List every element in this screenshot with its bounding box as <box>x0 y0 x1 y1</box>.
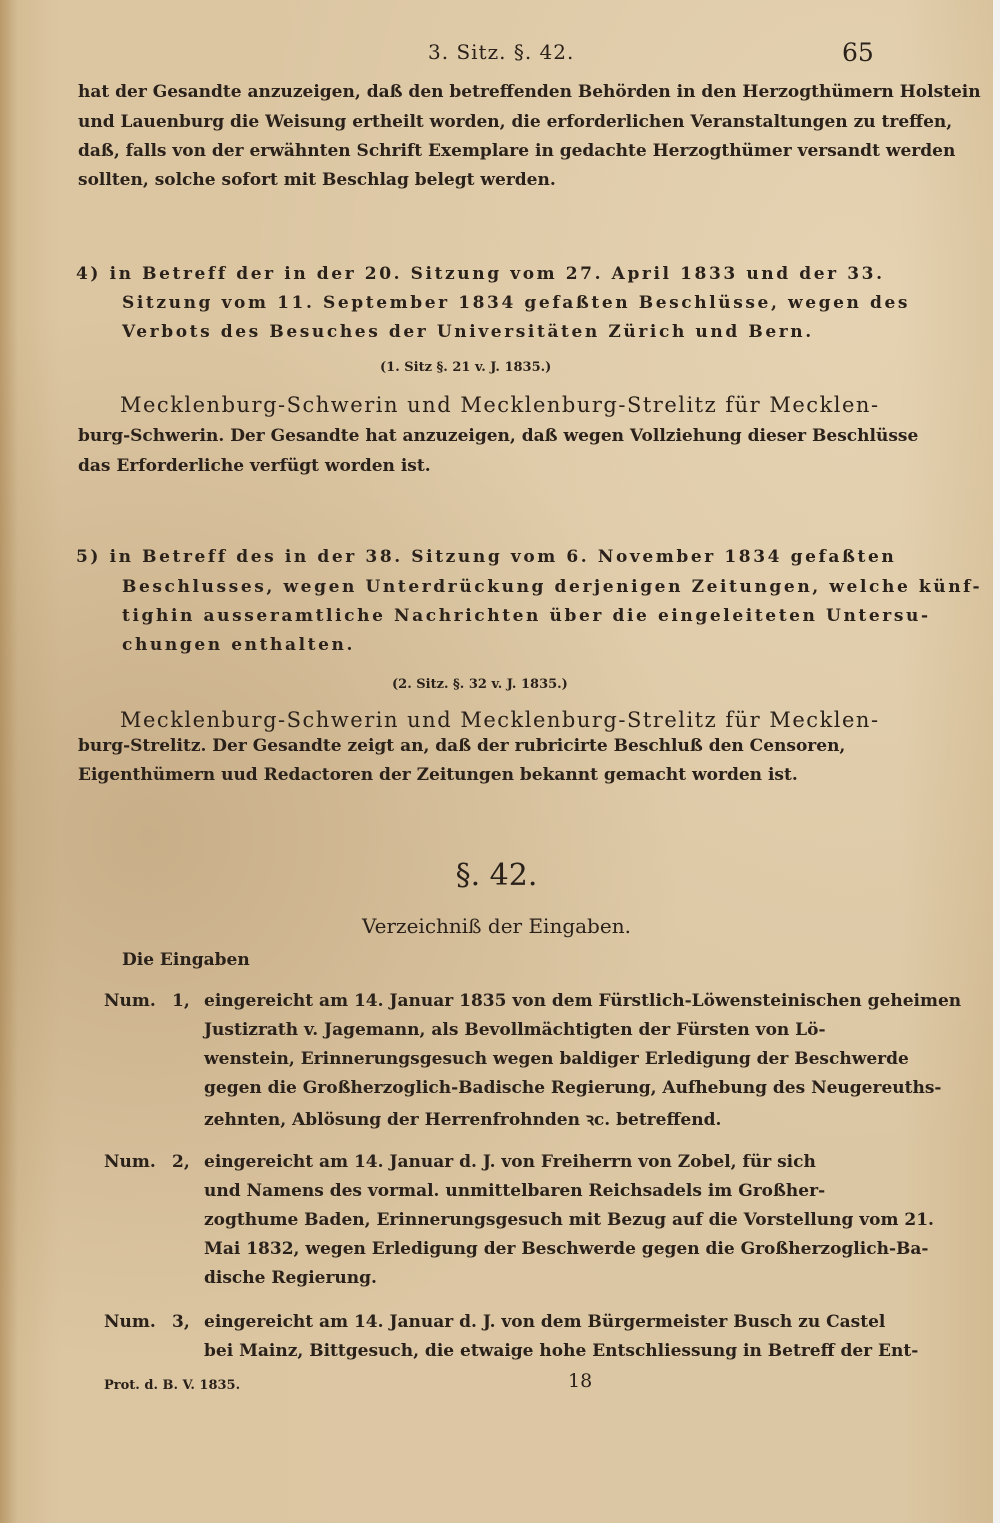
item4-response-line-3: das Erforderliche verfügt worden ist. <box>78 456 431 476</box>
item5-response-line-1: Mecklenburg-Schwerin und Mecklenburg-Strelitz für Mecklen- <box>120 708 880 732</box>
intro-line-4: sollten, solche sofort mit Beschlag belegt werden. <box>78 170 556 190</box>
item4-line-1: 4) in Betreff der in der 20. Sitzung vom 27. April 1833 und der 33. <box>76 264 885 284</box>
item4-line-3: Verbots des Besuches der Universitäten Zürich und Bern. <box>122 322 814 342</box>
entry3-number: 3, <box>172 1312 190 1332</box>
item5-response-line-2: burg-Strelitz. Der Gesandte zeigt an, daß der rubricirte Beschluß den Censoren, <box>78 736 846 756</box>
entry1-number: 1, <box>172 991 190 1011</box>
entry2-line-1: eingereicht am 14. Januar d. J. von Freiherrn von Zobel, für sich <box>204 1152 816 1172</box>
intro-line-3: daß, falls von der erwähnten Schrift Exemplare in gedachte Herzogthümer versandt werden <box>78 141 956 161</box>
footer-sheet-mark: 18 <box>568 1370 593 1392</box>
footer-signature: Prot. d. B. V. 1835. <box>104 1378 241 1393</box>
entry1-label: Num. <box>104 991 156 1011</box>
item5-line-2: Beschlusses, wegen Unterdrückung derjenigen Zeitungen, welche künf- <box>122 577 983 597</box>
section-lead: Die Eingaben <box>122 950 250 970</box>
entry2-line-3: zogthume Baden, Erinnerungsgesuch mit Bezug auf die Vorstellung vom 21. <box>204 1210 934 1230</box>
entry2-line-4: Mai 1832, wegen Erledigung der Beschwerde gegen die Großherzoglich-Ba- <box>204 1239 929 1259</box>
section-title: Verzeichniß der Eingaben. <box>362 914 631 938</box>
scan-margin <box>993 0 1000 1523</box>
entry3-line-2: bei Mainz, Bittgesuch, die etwaige hohe Entschliessung in Betreff der Ent- <box>204 1341 919 1361</box>
entry2-line-5: dische Regierung. <box>204 1268 377 1288</box>
entry1-line-3: wenstein, Erinnerungsgesuch wegen baldiger Erledigung der Beschwerde <box>204 1049 909 1069</box>
entry1-line-1: eingereicht am 14. Januar 1835 von dem Fürstlich-Löwensteinischen geheimen <box>204 991 962 1011</box>
running-head: 3. Sitz. §. 42. <box>428 40 575 64</box>
entry1-line-5: zehnten, Ablösung der Herrenfrohnden ꝛc. betreffend. <box>204 1110 722 1130</box>
item4-response-line-2: burg-Schwerin. Der Gesandte hat anzuzeigen, daß wegen Vollziehung dieser Beschlüsse <box>78 426 919 446</box>
entry2-line-2: und Namens des vormal. unmittelbaren Reichsadels im Großher- <box>204 1181 826 1201</box>
item4-line-2: Sitzung vom 11. September 1834 gefaßten Beschlüsse, wegen des <box>122 293 911 313</box>
intro-line-2: und Lauenburg die Weisung ertheilt worden, die erforderlichen Veranstaltungen zu treffen, <box>78 112 953 132</box>
item5-citation: (2. Sitz. §. 32 v. J. 1835.) <box>392 677 568 692</box>
section-number: §. 42. <box>455 858 538 893</box>
item5-line-4: chungen enthalten. <box>122 635 356 655</box>
entry3-line-1: eingereicht am 14. Januar d. J. von dem Bürgermeister Busch zu Castel <box>204 1312 886 1332</box>
intro-line-1: hat der Gesandte anzuzeigen, daß den betreffenden Behörden in den Herzogthümern Holstein <box>78 82 981 102</box>
entry1-line-4: gegen die Großherzoglich-Badische Regierung, Aufhebung des Neugereuths- <box>204 1078 942 1098</box>
page-number: 65 <box>842 38 874 67</box>
item5-response-line-3: Eigenthümern uud Redactoren der Zeitungen bekannt gemacht worden ist. <box>78 765 798 785</box>
entry2-label: Num. <box>104 1152 156 1172</box>
item4-citation: (1. Sitz §. 21 v. J. 1835.) <box>380 360 552 375</box>
item5-line-1: 5) in Betreff des in der 38. Sitzung vom 6. November 1834 gefaßten <box>76 547 897 567</box>
entry3-label: Num. <box>104 1312 156 1332</box>
entry2-number: 2, <box>172 1152 190 1172</box>
item4-response-line-1: Mecklenburg-Schwerin und Mecklenburg-Strelitz für Mecklen- <box>120 393 880 417</box>
entry1-line-2: Justizrath v. Jagemann, als Bevollmächtigten der Fürsten von Lö- <box>204 1020 826 1040</box>
item5-line-3: tighin ausseramtliche Nachrichten über die eingeleiteten Untersu- <box>122 606 931 626</box>
